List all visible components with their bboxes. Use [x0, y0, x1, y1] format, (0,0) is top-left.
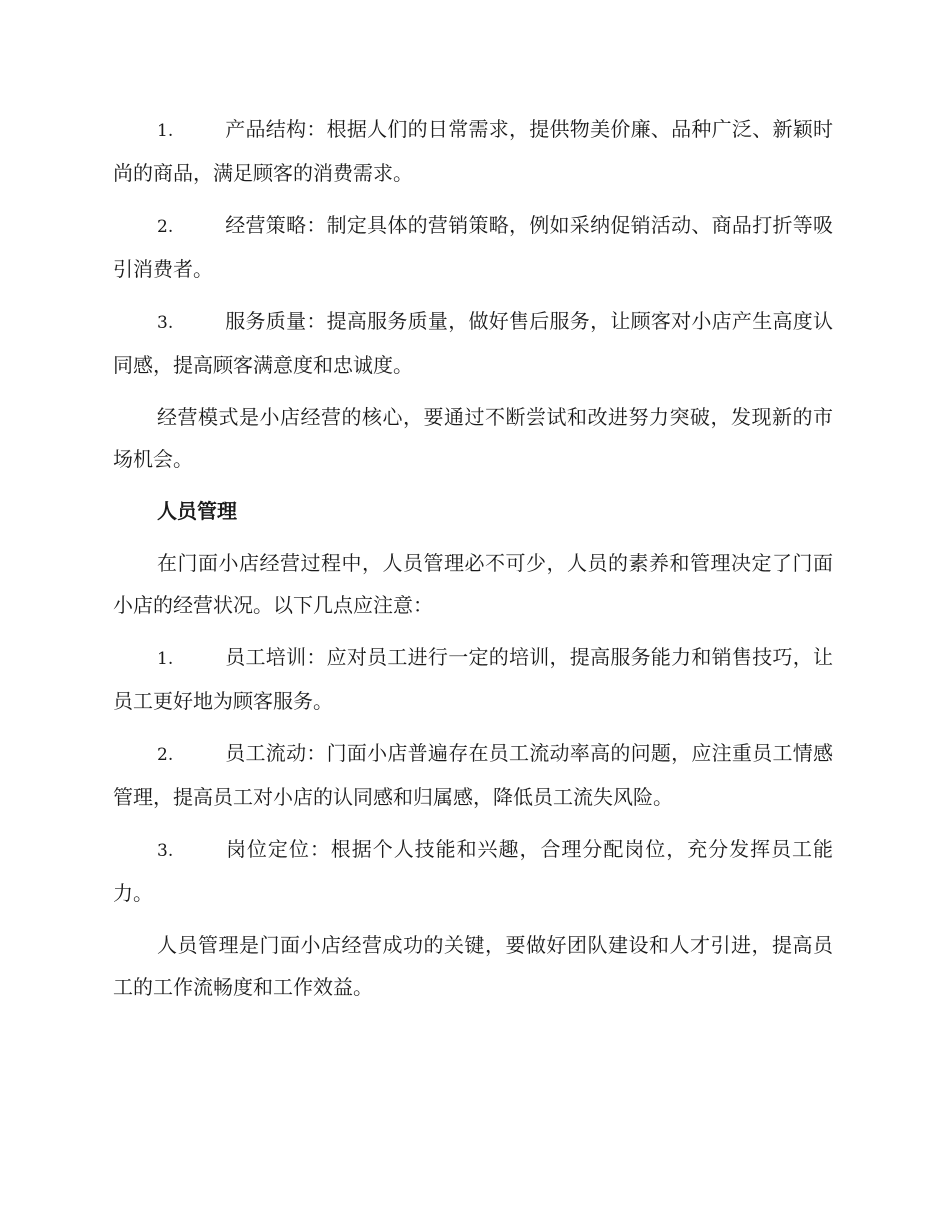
list-number: 2. [157, 745, 174, 765]
list-item [113, 108, 833, 194]
section-heading: 人员管理 [157, 499, 237, 523]
list-number: 1. [157, 649, 174, 669]
list-item [113, 204, 833, 290]
list-item-text: 服务质量：提高服务质量，做好售后服务，让顾客对小店产生高度认同感，提高顾客满意度和忠诚度。 [113, 309, 833, 377]
list-item [113, 828, 833, 914]
list-number: 3. [157, 313, 174, 333]
list-item-text: 员工培训：应对员工进行一定的培训，提高服务能力和销售技巧，让员工更好地为顾客服务。 [113, 645, 833, 713]
list-item-text: 经营策略：制定具体的营销策略，例如采纳促销活动、商品打折等吸引消费者。 [113, 213, 833, 281]
summary-paragraph: 经营模式是小店经营的核心，要通过不断尝试和改进努力突破，发现新的市场机会。 [113, 405, 833, 471]
list-number: 2. [157, 217, 174, 237]
list-item [113, 300, 833, 386]
list-number: 1. [157, 121, 174, 141]
intro-paragraph: 在门面小店经营过程中，人员管理必不可少，人员的素养和管理决定了门面小店的经营状况。以下几点应注意： [113, 551, 833, 617]
list-item-text: 岗位定位：根据个人技能和兴趣，合理分配岗位，充分发挥员工能力。 [113, 837, 833, 905]
list-item-text: 员工流动：门面小店普遍存在员工流动率高的问题，应注重员工情感管理，提高员工对小店的认同感和归属感，降低员工流失风险。 [113, 741, 833, 809]
document-page [113, 108, 833, 1018]
list-number: 3. [157, 841, 174, 861]
summary-paragraph: 人员管理是门面小店经营成功的关键，要做好团队建设和人才引进，提高员工的工作流畅度和工作效益。 [113, 933, 833, 999]
list-item [113, 636, 833, 722]
list-item-text: 产品结构：根据人们的日常需求，提供物美价廉、品种广泛、新颖时尚的商品，满足顾客的消费需求。 [113, 117, 833, 185]
list-item [113, 732, 833, 818]
